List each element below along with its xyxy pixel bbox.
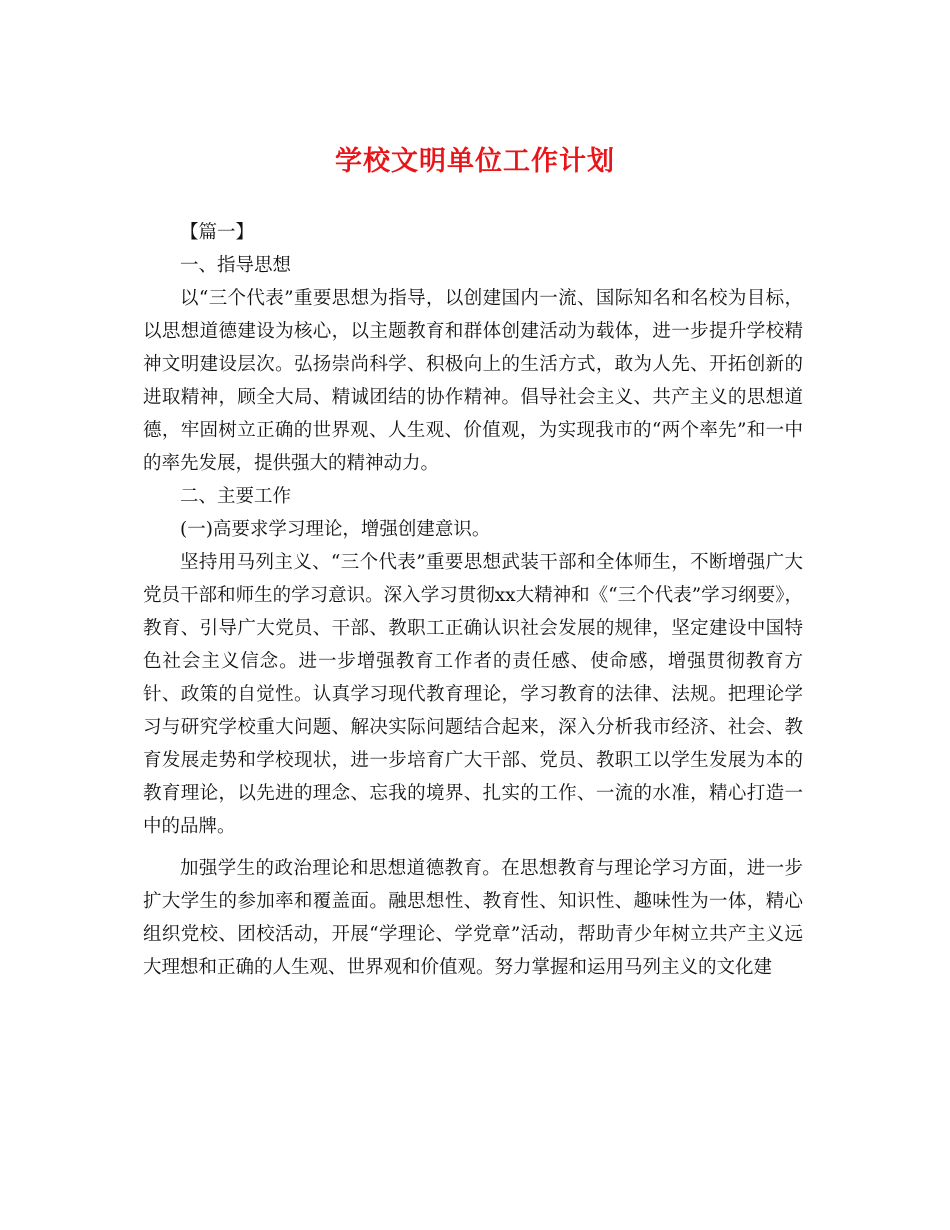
document-body (143, 216, 803, 984)
section-marker: 【篇一】 (180, 222, 255, 243)
document-title: 学校文明单位工作计划 (335, 146, 615, 177)
paragraph-student-education: 加强学生的政治理论和思想道德教育。在思想教育与理论学习方面，进一步扩大学生的参加率和覆盖面。融思想性、教育性、知识性、趣味性为一体，精心组织党校、团校活动，开展“学理论、学党章”活动，帮助青少年树立共产主义远大理想和正确的人生观、世界观和价值观。努力掌握和运用马列主义的文化建 (143, 858, 803, 978)
paragraph-theory-study: 坚持用马列主义、“三个代表”重要思想武装干部和全体师生，不断增强广大党员干部和师生的学习意识。深入学习贯彻xx大精神和《“三个代表”学习纲要》，教育、引导广大党员、干部、教职工正确认识社会发展的规律，坚定建设中国特色社会主义信念。进一步增强教育工作者的责任感、使命感，增强贯彻教育方针、政策的自觉性。认真学习现代教育理论，学习教育的法律、法规。把理论学习与研究学校重大问题、解决实际问题结合起来，深入分析我市经济、社会、教育发展走势和学校现状，进一步培育广大干部、党员、教职工以学生发展为本的教育理论，以先进的理念、忘我的境界、扎实的工作、一流的水准，精心打造一中的品牌。 (143, 552, 803, 837)
heading-guiding-ideology: 一、指导思想 (180, 255, 292, 276)
subheading-theory-study: (一)高要求学习理论，增强创建意识。 (180, 519, 491, 540)
paragraph-guiding-ideology: 以“三个代表”重要思想为指导，以创建国内一流、国际知名和名校为目标，以思想道德建设为核心，以主题教育和群体创建活动为载体，进一步提升学校精神文明建设层次。弘扬崇尚科学、积极向上的生活方式，敢为人先、开拓创新的进取精神，顾全大局、精诚团结的协作精神。倡导社会主义、共产主义的思想道德，牢固树立正确的世界观、人生观、价值观，为实现我市的“两个率先”和一中的率先发展，提供强大的精神动力。 (143, 288, 803, 474)
heading-main-work: 二、主要工作 (180, 486, 292, 507)
